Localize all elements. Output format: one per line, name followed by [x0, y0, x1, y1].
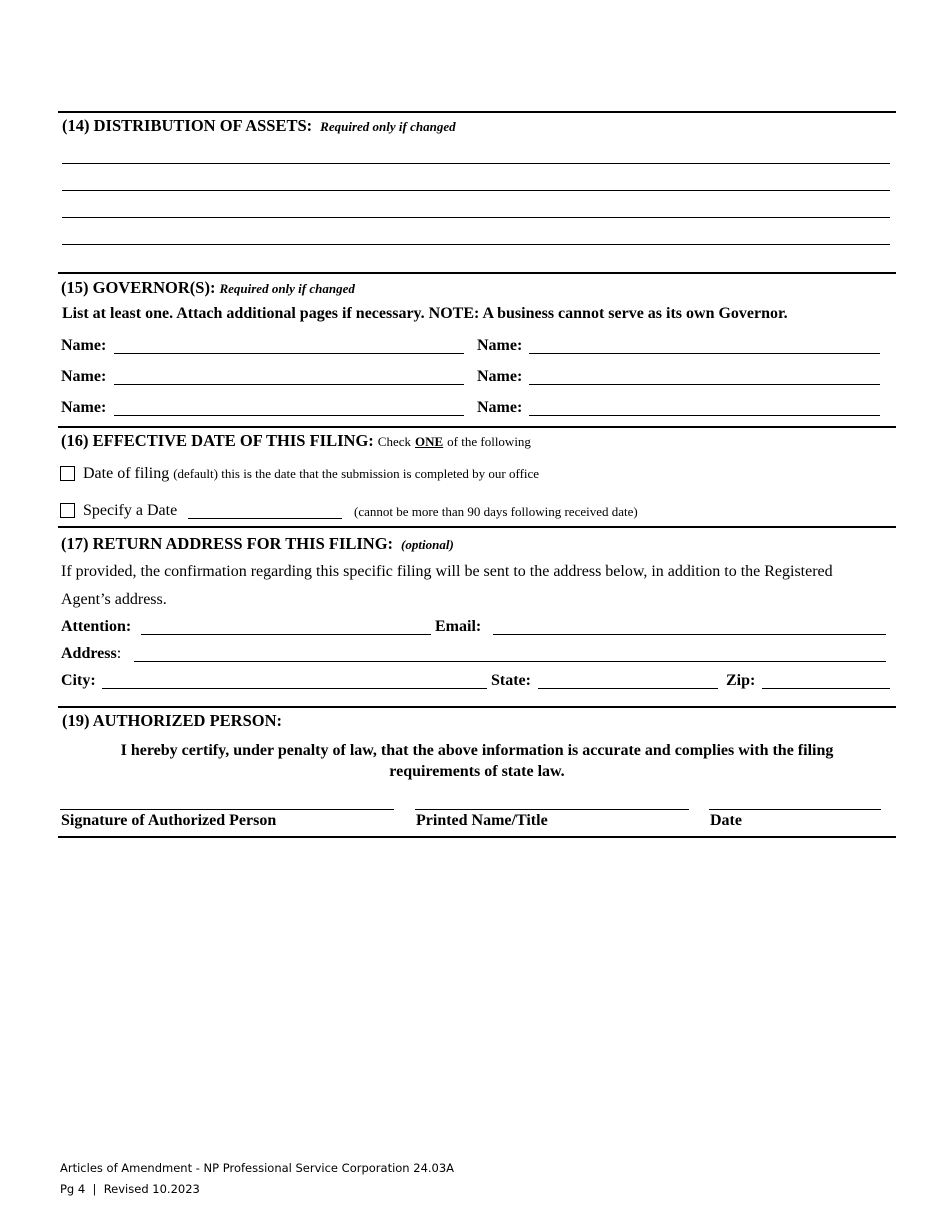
certify-line-1: I hereby certify, under penalty of law, that the above information is accurate and complies with the filing [120, 742, 834, 759]
section-19-bottom-rule [58, 836, 896, 838]
specify-date-checkbox[interactable] [60, 503, 75, 518]
check-one: ONE [415, 434, 444, 449]
date-of-filing-checkbox[interactable] [60, 466, 75, 481]
section-14-title: (14) DISTRIBUTION OF ASSETS: [62, 116, 313, 135]
date-field[interactable] [709, 809, 881, 810]
address-colon: : [116, 645, 122, 662]
section-16-title: (16) EFFECTIVE DATE OF THIS FILING: [61, 431, 374, 450]
governor-name-label-1: Name: [61, 337, 107, 354]
email-label: Email: [435, 618, 482, 635]
specify-date-note: (cannot be more than 90 days following received date) [354, 504, 638, 519]
attention-field[interactable] [141, 634, 431, 635]
section-15-top-rule [58, 272, 896, 274]
governor-name-field-3[interactable] [114, 384, 464, 385]
governor-name-label-3: Name: [61, 368, 107, 385]
printed-name-field[interactable] [415, 809, 689, 810]
zip-label: Zip: [726, 672, 756, 689]
state-label: State: [491, 672, 531, 689]
section-16-top-rule [58, 426, 896, 428]
governor-name-label-4: Name: [477, 368, 523, 385]
address-label: Address [61, 645, 117, 662]
section-15-note: Required only if changed [219, 281, 355, 296]
governor-name-field-4[interactable] [529, 384, 880, 385]
assets-line-1[interactable] [62, 163, 890, 164]
section-14-heading [62, 117, 456, 136]
governor-name-label-2: Name: [477, 337, 523, 354]
governor-name-field-5[interactable] [114, 415, 464, 416]
section-14-note: Required only if changed [320, 119, 456, 134]
section-17-title: (17) RETURN ADDRESS FOR THIS FILING: [61, 534, 394, 553]
governor-name-field-1[interactable] [114, 353, 464, 354]
address-label-wrap [61, 645, 121, 663]
date-of-filing-note: (default) this is the date that the submission is completed by our office [173, 466, 540, 481]
zip-field[interactable] [762, 688, 890, 689]
section-15-title: (15) GOVERNOR(S): [61, 278, 216, 297]
assets-line-3[interactable] [62, 217, 890, 218]
section-19-title: (19) AUTHORIZED PERSON: [62, 711, 283, 730]
section-17-top-rule [58, 526, 896, 528]
governor-name-field-2[interactable] [529, 353, 880, 354]
return-address-description-2: Agent’s address. [61, 591, 167, 608]
signature-field[interactable] [60, 809, 394, 810]
section-17-heading [61, 535, 454, 554]
section-15-heading [61, 279, 355, 298]
date-of-filing-option [83, 465, 539, 483]
city-label: City: [61, 672, 96, 689]
address-field[interactable] [134, 661, 886, 662]
section-17-note: (optional) [401, 537, 454, 552]
footer-form-title: Articles of Amendment - NP Professional Service Corporation 24.03A [60, 1161, 455, 1175]
state-field[interactable] [538, 688, 718, 689]
assets-line-4[interactable] [62, 244, 890, 245]
signature-label: Signature of Authorized Person [61, 812, 277, 829]
section-14-top-rule [58, 111, 896, 113]
printed-name-label: Printed Name/Title [416, 812, 548, 829]
assets-line-2[interactable] [62, 190, 890, 191]
check-suffix: of the following [447, 434, 531, 449]
email-field[interactable] [493, 634, 886, 635]
governor-name-label-5: Name: [61, 399, 107, 416]
specify-date-field[interactable] [188, 518, 342, 519]
section-19-top-rule [58, 706, 896, 708]
specify-date-label: Specify a Date [83, 502, 178, 519]
certify-line-2: requirements of state law. [389, 763, 565, 780]
return-address-description-1: If provided, the confirmation regarding this specific filing will be sent to the address below, in addition to the Registered [61, 563, 833, 580]
check-prefix: Check [377, 434, 411, 449]
footer-page-info: Pg 4 | Revised 10.2023 [60, 1182, 200, 1196]
governor-name-field-6[interactable] [529, 415, 880, 416]
section-16-heading [61, 432, 531, 451]
attention-label: Attention: [61, 618, 132, 635]
governor-instruction: List at least one. Attach additional pages if necessary. NOTE: A business cannot serve as its own Governor. [62, 305, 788, 322]
date-label: Date [710, 812, 742, 829]
governor-name-label-6: Name: [477, 399, 523, 416]
date-of-filing-label: Date of filing [83, 465, 170, 482]
city-field[interactable] [102, 688, 487, 689]
